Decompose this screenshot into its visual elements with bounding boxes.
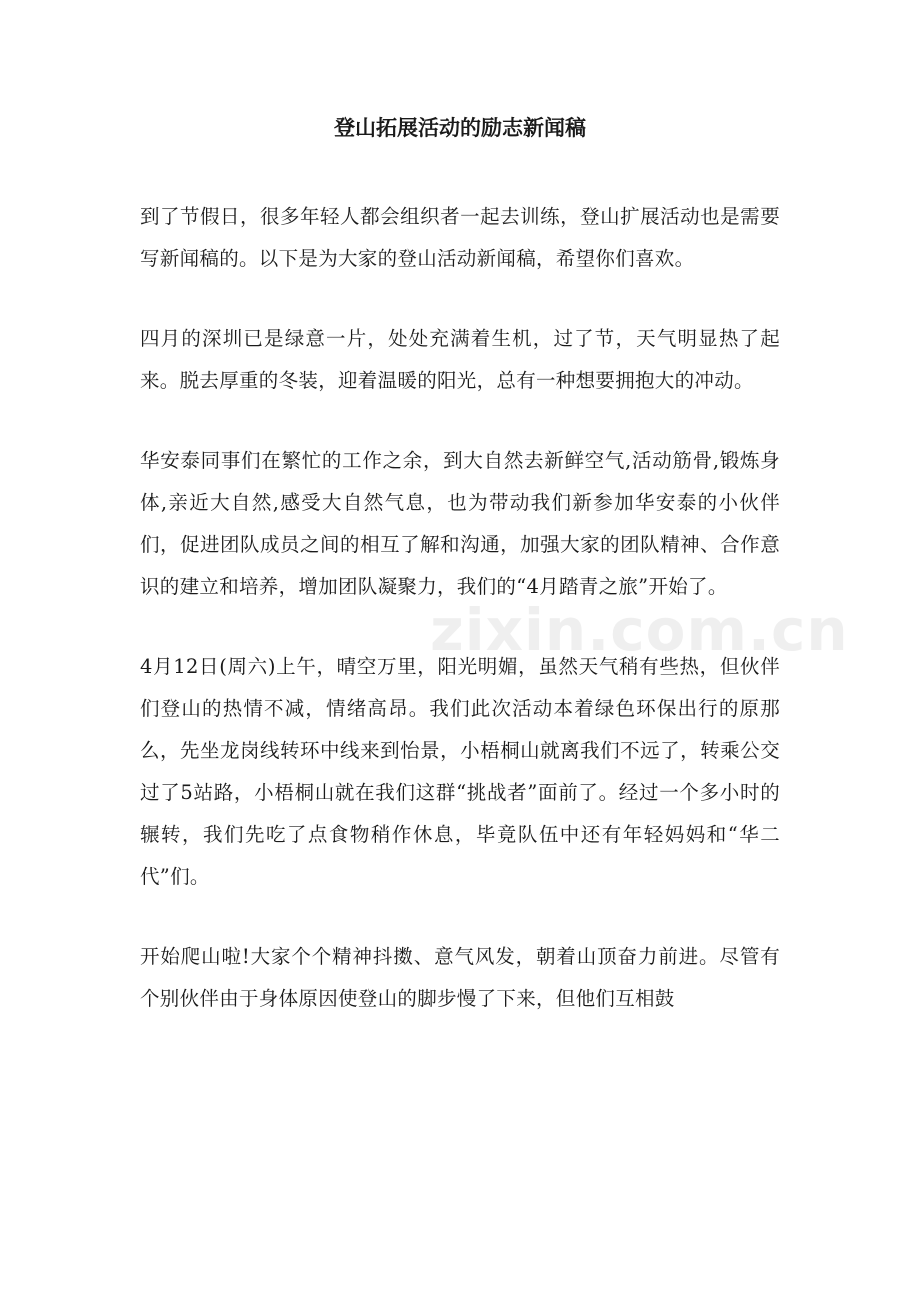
watermark: zixin.com.cn: [430, 596, 849, 664]
document-title: 登山拓展活动的励志新闻稿: [334, 115, 586, 140]
document-body: [140, 196, 780, 1058]
paragraph-team-purpose: 华安泰同事们在繁忙的工作之余，到大自然去新鲜空气,活动筋骨,锻炼身体,亲近大自然,感受大自然气息，也为带动我们新参加华安泰的小伙伴们，促进团队成员之间的相互了解和沟通，加强大家的团队精神、合作意识的建立和培养，增加团队凝聚力，我们的“4月踏青之旅”开始了。: [140, 449, 780, 598]
paragraph-intro: 到了节假日，很多年轻人都会组织者一起去训练，登山扩展活动也是需要写新闻稿的。以下是为大家的登山活动新闻稿，希望你们喜欢。: [140, 205, 780, 270]
paragraph-april-shenzhen: 四月的深圳已是绿意一片，处处充满着生机，过了节，天气明显热了起来。脱去厚重的冬装，迎着温暖的阳光，总有一种想要拥抱大的冲动。: [140, 327, 780, 392]
paragraph-start-climbing: 开始爬山啦!大家个个精神抖擞、意气风发，朝着山顶奋力前进。尽管有个别伙伴由于身体原因使登山的脚步慢了下来，但他们互相鼓: [140, 945, 780, 1010]
paragraph-april-12: 4月12日(周六)上午，晴空万里，阳光明媚，虽然天气稍有些热，但伙伴们登山的热情不减，情绪高昂。我们此次活动本着绿色环保出行的原那么，先坐龙岗线转环中线来到怡景，小梧桐山就离我们不远了，转乘公交过了5站路，小梧桐山就在我们这群“挑战者”面前了。经过一个多小时的辗转，我们先吃了点食物稍作休息，毕竟队伍中还有年轻妈妈和“华二代”们。: [140, 655, 780, 888]
